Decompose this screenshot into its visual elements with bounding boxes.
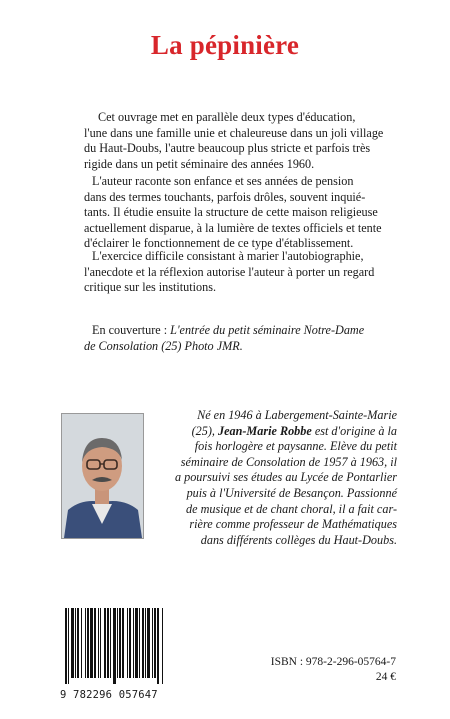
summary-paragraph-3 bbox=[84, 249, 394, 296]
cover-credit-prefix: En couverture : bbox=[92, 323, 171, 337]
text-line: a poursuivi ses études au Lycée de Pontarlier bbox=[174, 470, 397, 485]
text-line: de musique et de chant choral, il a fait car- bbox=[186, 501, 397, 516]
text-line: Cet ouvrage met en parallèle deux types d'éducation, bbox=[98, 110, 356, 124]
text-line: critique sur les institutions. bbox=[84, 280, 217, 295]
barcode-bar bbox=[142, 608, 144, 678]
barcode-bar bbox=[94, 608, 96, 678]
text-line: puis à l'Université de Besançon. Passionné bbox=[186, 485, 397, 500]
text-line: du Haut-Doubs, l'autre beaucoup plus stricte et parfois très bbox=[84, 141, 371, 156]
text-line: fois horlogère et paysanne. Elève du petit bbox=[194, 439, 397, 454]
barcode bbox=[63, 608, 188, 684]
barcode-bar bbox=[147, 608, 150, 678]
barcode-bar bbox=[85, 608, 86, 678]
cover-credit bbox=[84, 323, 394, 354]
barcode-bar bbox=[162, 608, 163, 684]
barcode-bar bbox=[81, 608, 82, 678]
text-line: rière comme professeur de Mathématiques bbox=[189, 517, 397, 532]
barcode-bar bbox=[145, 608, 146, 678]
barcode-bar bbox=[75, 608, 76, 678]
barcode-bar bbox=[107, 608, 109, 678]
text-line: d'éclairer le fonctionnement de ce type d'établissement. bbox=[84, 236, 354, 251]
barcode-bar bbox=[110, 608, 111, 678]
barcode-bar bbox=[129, 608, 131, 678]
summary-paragraph-2 bbox=[84, 174, 394, 252]
isbn: ISBN : 978-2-296-05764-7 bbox=[270, 656, 396, 668]
cover-credit-caption: L'entrée du petit séminaire Notre-Dame bbox=[170, 323, 365, 337]
price: 24 € bbox=[375, 671, 396, 683]
barcode-bar bbox=[152, 608, 153, 678]
text-line: l'anecdote et la réflexion autorise l'auteur à porter un regard bbox=[84, 264, 375, 279]
barcode-bar bbox=[122, 608, 124, 678]
text-line: L'auteur raconte son enfance et ses années de pension bbox=[92, 174, 354, 188]
barcode-bar bbox=[87, 608, 89, 678]
barcode-bar bbox=[100, 608, 101, 678]
barcode-bar bbox=[135, 608, 138, 678]
barcode-bar bbox=[139, 608, 140, 678]
barcode-bar bbox=[90, 608, 93, 678]
barcode-bar bbox=[98, 608, 99, 678]
text-line: Né en 1946 à Labergement-Sainte-Marie bbox=[197, 408, 397, 422]
summary-paragraph-1 bbox=[84, 110, 394, 172]
barcode-bar bbox=[157, 608, 159, 684]
barcode-bar bbox=[117, 608, 118, 678]
barcode-bar bbox=[113, 608, 116, 684]
text-line: l'une dans une famille unie et chaleureuse dans un joli village bbox=[84, 125, 384, 140]
barcode-bar bbox=[77, 608, 79, 678]
author-portrait-image bbox=[62, 414, 143, 538]
text-line: dans des termes touchants, parfois drôles, souvent inquié- bbox=[84, 189, 366, 204]
text-line: rigide dans un petit séminaire des années 1960. bbox=[84, 156, 315, 171]
author-photo bbox=[61, 413, 144, 539]
author-name: Jean-Marie Robbe bbox=[218, 423, 312, 438]
barcode-bar bbox=[68, 608, 69, 684]
barcode-bar bbox=[71, 608, 74, 678]
text-line: L'exercice difficile consistant à marier l'autobiographie, bbox=[92, 249, 364, 263]
author-biography: Né en 1946 à Labergement-Sainte-Marie (25), Jean-Marie Robbe est d'origine à la fois horlogère et paysanne. Elève du petit séminaire de Consolation de 1957 à 1963, il a poursuivi ses études au Lycée de Pontarlier puis à l'Université de Besançon. Passionné de musique et de chant choral, il a fait car- rière comme professeur de Mathématiques dans différents collèges du Haut-Doubs. bbox=[147, 408, 397, 548]
cover-credit-caption-cont: de Consolation (25) Photo JMR. bbox=[84, 338, 243, 353]
book-title: La pépinière bbox=[150, 30, 300, 60]
barcode-bar bbox=[133, 608, 134, 678]
barcode-bar bbox=[154, 608, 156, 678]
barcode-bar bbox=[119, 608, 121, 678]
text-line: tants. Il étudie ensuite la structure de cette maison religieuse bbox=[84, 205, 378, 220]
text-line: séminaire de Consolation de 1957 à 1963, il bbox=[180, 454, 397, 469]
barcode-bar bbox=[65, 608, 67, 684]
barcode-bar bbox=[127, 608, 128, 678]
text-line: actuellement disparue, à la lumière de textes officiels et tente bbox=[84, 220, 382, 235]
barcode-bar bbox=[104, 608, 106, 678]
text-line: dans différents collèges du Haut-Doubs. bbox=[200, 532, 397, 547]
barcode-digits: 9 782296 057647 bbox=[60, 689, 158, 701]
